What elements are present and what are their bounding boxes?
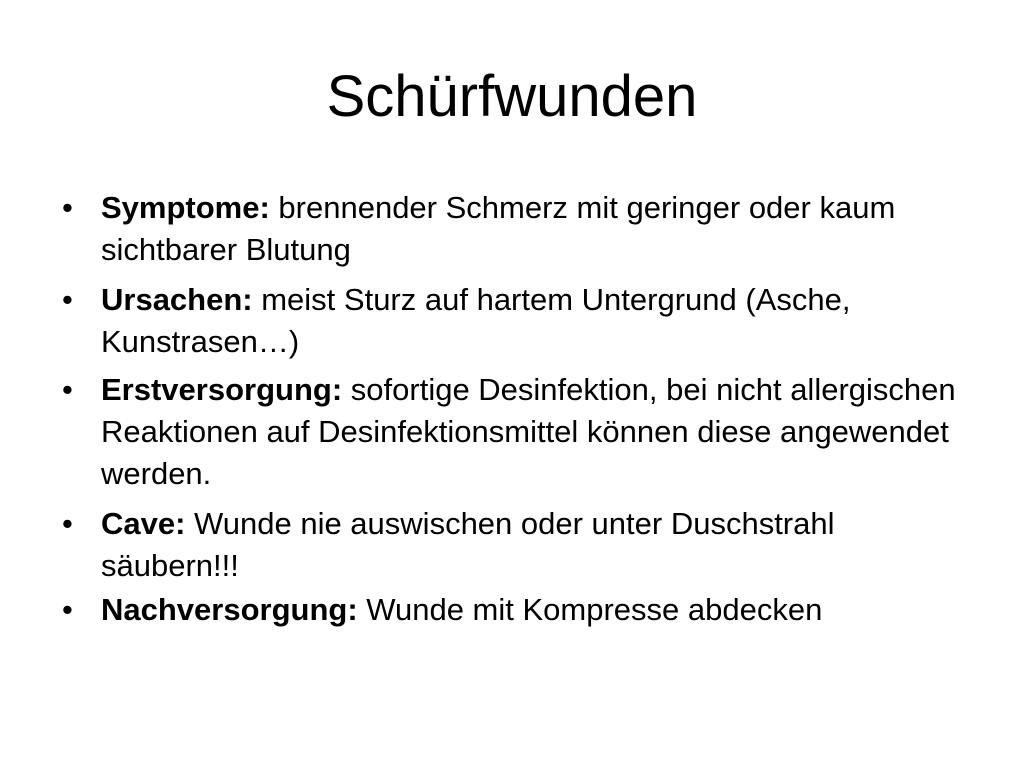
bullet-text: sofortige Desinfektion, bei nicht allergischen Reaktionen auf Desinfektionsmittel können diese angewendet werden. <box>101 372 956 491</box>
bullet-item-erstversorgung <box>62 369 962 495</box>
bullet-text: brennender Schmerz mit geringer oder kaum sichtbarer Blutung <box>101 190 896 267</box>
bullet-icon: • <box>62 190 73 225</box>
bullet-list <box>62 187 962 639</box>
bullet-text: Wunde mit Kompresse abdecken <box>357 592 823 627</box>
bullet-item-cave <box>62 503 962 587</box>
bullet-icon: • <box>62 592 73 627</box>
bullet-item-ursachen <box>62 279 962 363</box>
bullet-term: Erstversorgung: <box>101 372 343 407</box>
bullet-term: Nachversorgung: <box>101 592 358 627</box>
bullet-text: meist Sturz auf hartem Untergrund (Asche, Kunstrasen…) <box>101 282 851 359</box>
bullet-item-symptome <box>62 187 962 271</box>
bullet-item-nachversorgung <box>62 589 962 631</box>
bullet-text: Wunde nie auswischen oder unter Duschstrahl säubern!!! <box>101 506 835 583</box>
bullet-term: Cave: <box>101 506 186 541</box>
bullet-term: Ursachen: <box>101 282 253 317</box>
bullet-term: Symptome: <box>101 190 270 225</box>
bullet-icon: • <box>62 282 73 317</box>
bullet-icon: • <box>62 506 73 541</box>
bullet-icon: • <box>62 372 73 407</box>
slide-title: Schürfwunden <box>326 64 698 129</box>
